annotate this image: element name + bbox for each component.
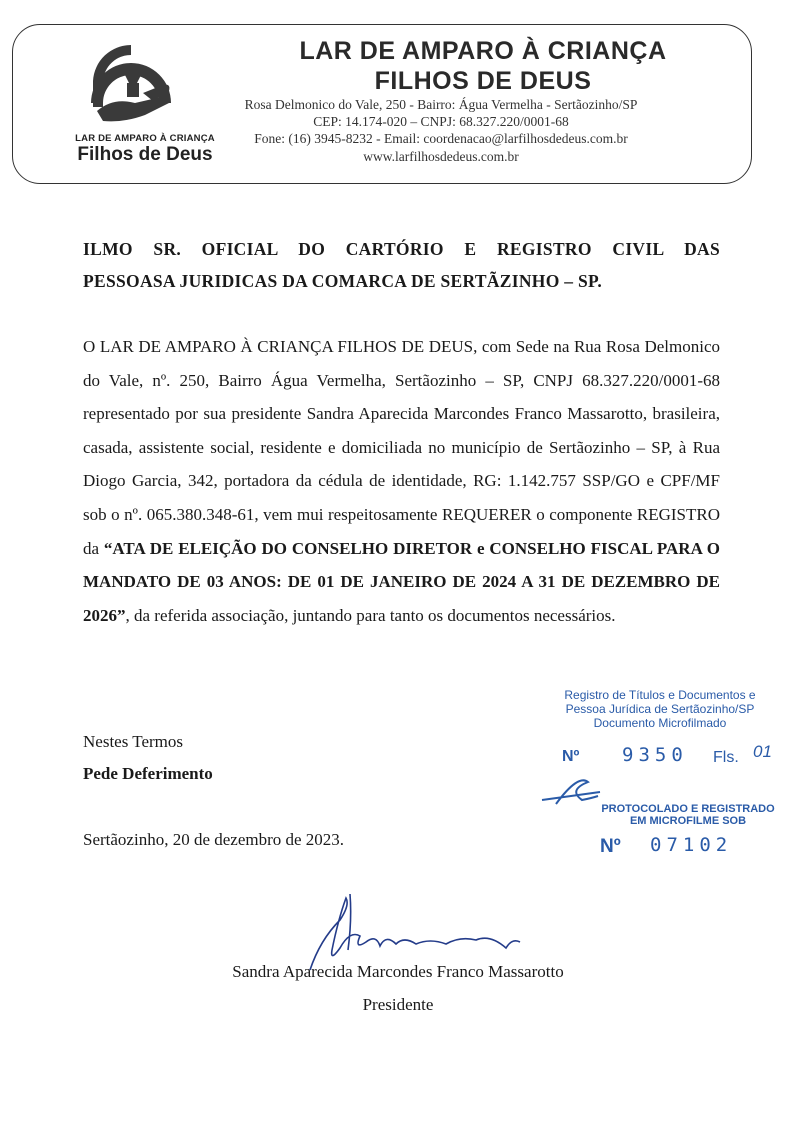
stamp-fls-label: Fls. (713, 749, 739, 766)
stamp-line3: Documento Microfilmado (593, 716, 727, 730)
signatory-role: Presidente (362, 995, 434, 1014)
stamp-number: 9350 (622, 744, 688, 766)
stamp-no-label: Nº (562, 748, 580, 765)
closing-line2: Pede Deferimento (83, 764, 213, 783)
signatory-name: Sandra Aparecida Marcondes Franco Massarotto (232, 962, 564, 981)
protocol-line2: EM MICROFILME SOB (629, 815, 747, 827)
closing-date: Sertãozinho, 20 de dezembro de 2023. (83, 830, 345, 849)
org-address: Rosa Delmonico do Vale, 250 - Bairro: Água Vermelha - Sertãozinho/SP (244, 97, 638, 112)
org-website: www.larfilhosdedeus.com.br (363, 149, 519, 164)
body-part2: , da referida associação, juntando para tanto os documentos necessários. (125, 605, 616, 625)
logo-caption-bottom: Filhos de Deus (77, 144, 213, 165)
org-cep-cnpj: CEP: 14.174-020 – CNPJ: 68.327.220/0001-68 (313, 114, 569, 129)
body-paragraph (83, 330, 720, 632)
org-title-line2: FILHOS DE DEUS (374, 67, 592, 95)
protocol-line1: PROTOCOLADO E REGISTRADO (601, 803, 775, 815)
org-contact: Fone: (16) 3945-8232 - Email: coordenacao@larfilhosdedeus.com.br (254, 131, 628, 146)
hand-holding-child-logo-icon (83, 41, 179, 141)
body-bold-part: “ATA DE ELEIÇÃO DO CONSELHO DIRETOR e CONSELHO FISCAL PARA O MANDATO DE 03 ANOS: DE 01 DE JANEIRO DE 2024 A 31 DE DEZEMBRO DE 2026” (83, 538, 721, 625)
protocol-stamp (598, 803, 778, 827)
document-heading (83, 233, 720, 297)
registry-stamp (545, 688, 775, 730)
protocol-no-label: Nº (600, 836, 621, 857)
letterhead (12, 24, 752, 184)
closing-line1: Nestes Termos (83, 732, 184, 751)
protocol-number: 07102 (650, 834, 733, 856)
stamp-fls-value: 01 (753, 742, 772, 761)
stamp-line2: Pessoa Jurídica de Sertãozinho/SP (565, 702, 755, 716)
heading-line2: PESSOASA JURIDICAS DA COMARCA DE SERTÃZINHO – SP. (83, 271, 603, 291)
body-part1: O LAR DE AMPARO À CRIANÇA FILHOS DE DEUS, com Sede na Rua Rosa Delmonico do Vale, nº. 250, Bairro Água Vermelha, Sertãozinho – SP, CNPJ 68.327.220/0001-68 representado por sua presidente Sandra Aparecida Marcondes Franco Massarotto, brasileira, casada, assistente social, residente e domiciliada no município de Sertãozinho – SP, à Rua Diogo Garcia, 342, portadora da cédula de identidade, RG: 1.142.757 SSP/GO e CPF/MF sob o nº. 065.380.348-61, vem mui respeitosamente REQUERER o componente REGISTRO da (83, 337, 720, 558)
stamp-line1: Registro de Títulos e Documentos e (564, 688, 756, 702)
logo-caption-top: LAR DE AMPARO À CRIANÇA (75, 133, 215, 144)
heading-line1: ILMO SR. OFICIAL DO CARTÓRIO E REGISTRO CIVIL DAS (83, 239, 720, 259)
org-title-line1: LAR DE AMPARO À CRIANÇA (299, 37, 667, 65)
